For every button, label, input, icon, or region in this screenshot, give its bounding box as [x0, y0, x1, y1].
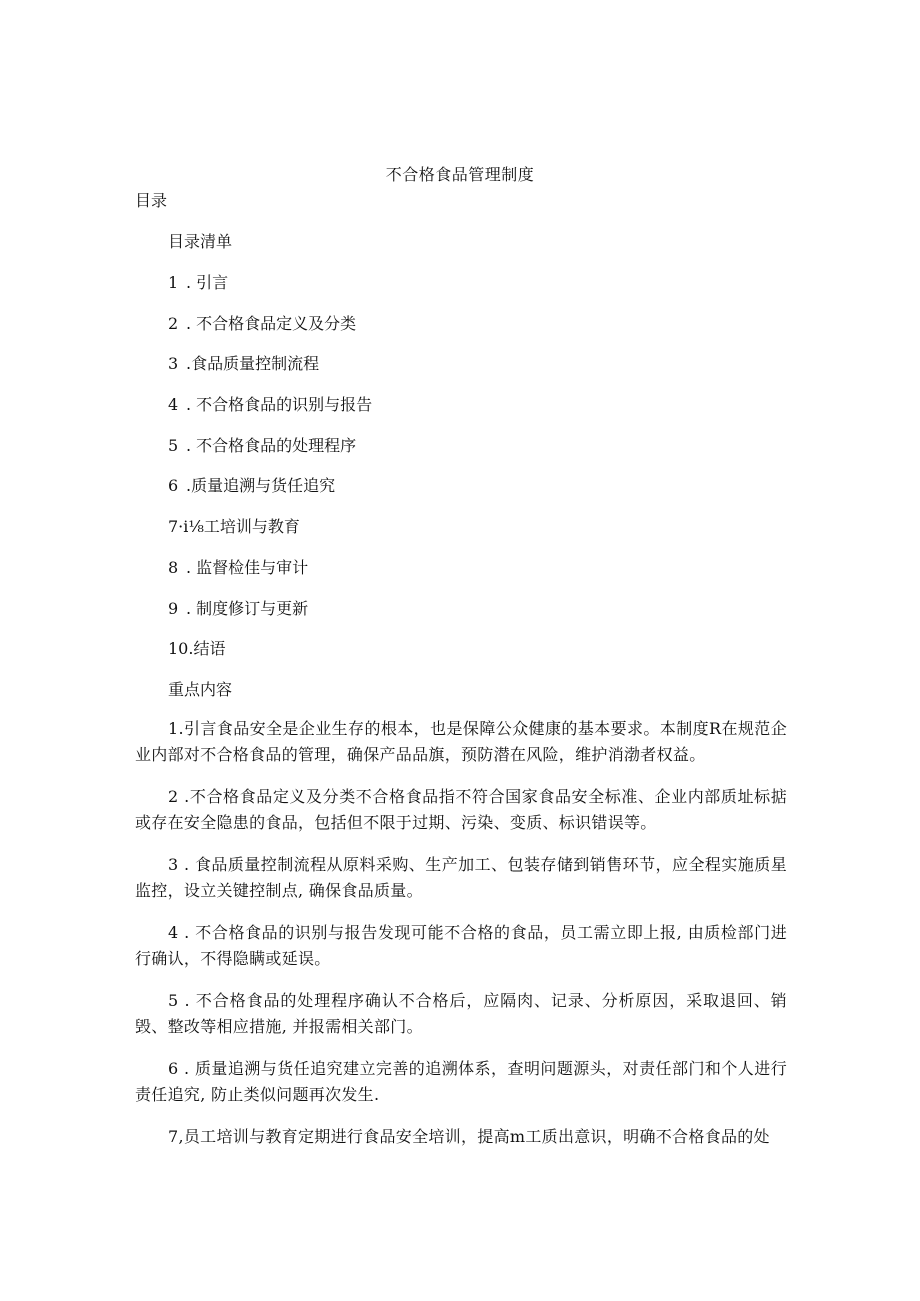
content-paragraph [135, 852, 787, 904]
document-title: 不合格食品管理制度 [385, 165, 535, 184]
toc-item [168, 311, 372, 352]
toc-item [168, 270, 372, 311]
toc-heading: 目录 [135, 191, 168, 210]
key-content-heading: 重点内容 [168, 680, 233, 699]
content-paragraph [135, 716, 787, 768]
paragraph-number: 2 [168, 787, 179, 806]
toc-item [168, 555, 372, 596]
toc-item [168, 636, 372, 677]
paragraph-number: 3 [168, 855, 179, 874]
paragraph-text: . 食品质量控制流程从原料采购、生产加工、包装存储到销售环节，应全程实施质星监控，设立关键控制点, 确保食品质量。 [135, 855, 787, 900]
toc-item-number: 5 [168, 435, 179, 455]
content-paragraph [135, 920, 787, 972]
paragraph-text: .不合格食品定义及分类不合格食品指不符合国家食品安全标准、企业内部质址标掂或存在安全隐患的食品，包括但不限于过期、污染、变质、标识错误等。 [135, 787, 787, 832]
toc-item [168, 433, 372, 474]
toc-item-number: 9 [168, 598, 179, 618]
toc-subheading: 目录清单 [168, 232, 233, 251]
content-paragraph [135, 1056, 787, 1108]
paragraph-text: . 不合格食品的识别与报告发现可能不合格的食品，员工需立即上报, 由质检部门进行确认，不得隐瞒或延误。 [135, 923, 787, 968]
toc-item-number: 1 [168, 273, 179, 292]
content-paragraph [135, 1124, 787, 1150]
toc-item-text: . 引言 [186, 273, 229, 292]
toc-list [168, 270, 372, 677]
paragraph-text: . 不合格食品的处理程序确认不合格后，应隔肉、记录、分析原因，采取退回、销毁、整改等相应措施, 并报需相关部门。 [135, 991, 787, 1036]
toc-item [168, 351, 372, 392]
paragraph-number: 5 [168, 991, 179, 1010]
toc-item-number: 8 [168, 557, 179, 577]
toc-item-text: . 监督检佳与审计 [186, 557, 309, 577]
toc-item-number: 10 [168, 639, 189, 659]
content-paragraph [135, 784, 787, 836]
toc-item [168, 514, 372, 555]
toc-item-number: 6 [168, 476, 179, 496]
toc-item [168, 392, 372, 433]
content-paragraph [135, 988, 787, 1040]
paragraph-text: 引言食品安全是企业生存的根本，也是保障公众健康的基本要求。本制度R在规范企业内部对不合格食品的管理，确保产品品旗，预防潜在风险，维护消渤者权益。 [135, 719, 787, 764]
paragraph-number: 1. [168, 719, 184, 738]
toc-item-text: . 不合格食品的识别与报告 [186, 395, 373, 415]
toc-item-number: 2 [168, 313, 179, 333]
toc-item [168, 596, 372, 637]
toc-item-text: .结语 [188, 639, 226, 659]
toc-item-text: . 不合格食品定义及分类 [186, 313, 357, 333]
paragraph-number: 7, [168, 1127, 184, 1146]
paragraph-text: 员工培训与教育定期进行食品安全培训，提高m工质出意识，明确不合格食品的处 [183, 1127, 770, 1146]
toc-item-text: .食品质量控制流程 [186, 354, 320, 374]
key-content-body [135, 716, 787, 1166]
paragraph-text: . 质量追溯与货任追究建立完善的追溯体系，查明问题源头，对责任部门和个人进行责任追究, 防止类似问题再次发生. [135, 1059, 787, 1104]
toc-item-number: 4 [168, 395, 179, 415]
paragraph-number: 4 [168, 923, 179, 942]
toc-item-text: .质量追溯与货任追究 [186, 476, 336, 496]
toc-item-number: 3 [168, 354, 179, 374]
toc-item [168, 473, 372, 514]
paragraph-number: 6 [168, 1059, 179, 1078]
toc-item-number: 7·i⅛ [168, 517, 204, 537]
toc-item-text: . 不合格食品的处理程序 [186, 435, 357, 455]
toc-item-text: 工培训与教育 [203, 517, 300, 537]
toc-item-text: . 制度修订与更新 [186, 598, 309, 618]
